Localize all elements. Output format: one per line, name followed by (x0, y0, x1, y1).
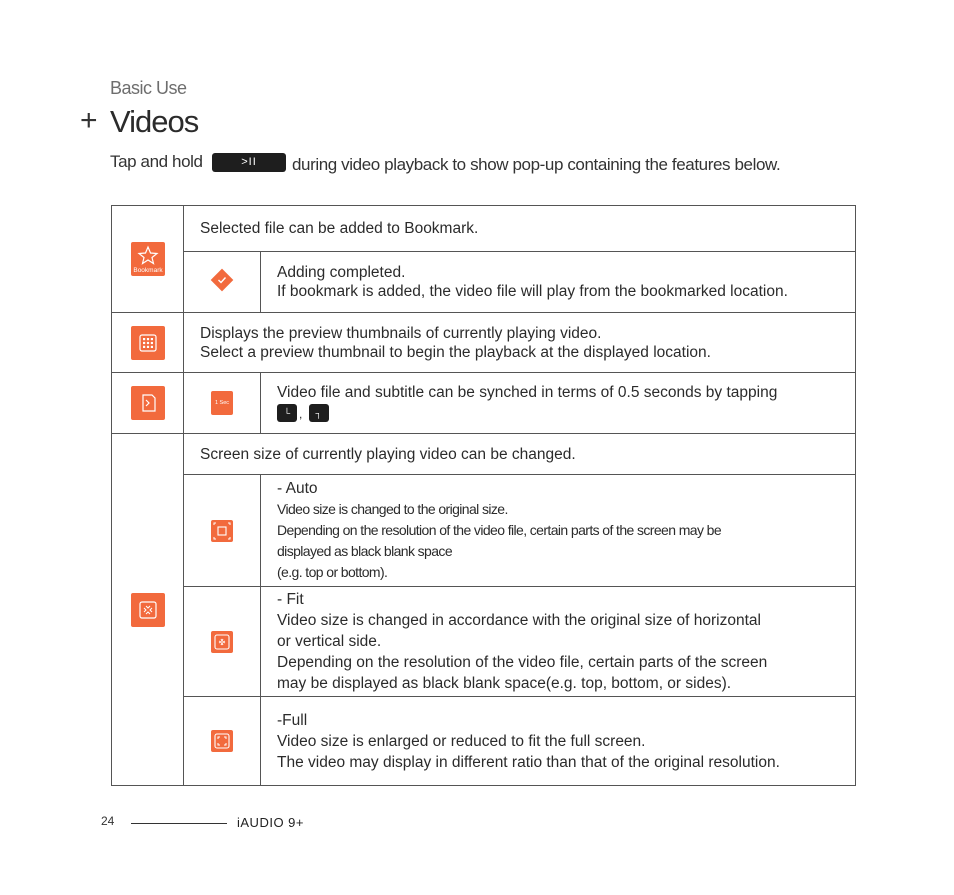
subtitle-sub-icon-cell (184, 373, 261, 434)
footer-divider (131, 823, 227, 824)
auto-icon-cell (184, 475, 261, 587)
one-second-icon (211, 391, 233, 415)
table-row (112, 697, 856, 786)
full-line1: Video size is enlarged or reduced to fit the full screen. (277, 732, 646, 750)
table-row (112, 587, 856, 697)
thumbnail-text (184, 313, 856, 373)
fit-icon-cell (184, 587, 261, 697)
auto-line3: displayed as black blank space (277, 543, 453, 559)
intro-before: Tap and hold (110, 152, 203, 171)
fit-line2: or vertical side. (277, 633, 382, 650)
table-row (112, 252, 856, 313)
separator: , (299, 406, 303, 421)
subtitle-sync-icon (131, 386, 165, 420)
one-second-label: 1 Sec (214, 400, 230, 406)
auto-line1: Video size is changed to the original size. (277, 501, 508, 517)
play-pause-button-icon: >II (212, 153, 286, 172)
page-title: Videos (110, 104, 199, 139)
thumbnail-line2: Select a preview thumbnail to begin the playback at the displayed location. (200, 343, 711, 361)
bookmark-main-text: Selected file can be added to Bookmark. (184, 206, 856, 252)
bookmark-icon (131, 242, 165, 276)
fit-line4: may be displayed as black blank space(e.g. top, bottom, or sides). (277, 675, 732, 692)
sync-forward-button-icon: ┐ (309, 404, 329, 422)
footer-brand: iAUDIO 9+ (237, 815, 304, 830)
check-icon (211, 268, 234, 291)
bookmark-icon-cell (112, 206, 184, 313)
full-icon-cell (184, 697, 261, 786)
thumbnail-line1: Displays the preview thumbnails of currently playing video. (200, 324, 602, 342)
fit-line3: Depending on the resolution of the video file, certain parts of the screen (277, 654, 768, 671)
fit-line1: Video size is changed in accordance with the original size of horizontal (277, 612, 761, 629)
plus-icon: + (80, 104, 98, 137)
subtitle-icon-cell (112, 373, 184, 434)
table-row (112, 475, 856, 587)
table-row (112, 434, 856, 475)
full-size-icon (211, 730, 233, 752)
auto-line4: (e.g. top or bottom). (277, 564, 388, 580)
thumbnail-icon-cell (112, 313, 184, 373)
fit-title: - Fit (277, 591, 304, 608)
table-row (112, 206, 856, 252)
auto-size-icon (211, 520, 233, 542)
fit-size-icon (211, 631, 233, 653)
full-title: -Full (277, 711, 308, 729)
table-row (112, 373, 856, 434)
page-number: 24 (101, 814, 115, 828)
bookmark-sub-text (261, 252, 856, 313)
table-row (112, 313, 856, 373)
screen-size-icon-cell (112, 434, 184, 786)
screen-size-icon (131, 593, 165, 627)
fit-text-cell (261, 587, 856, 697)
intro-after: during video playback to show pop-up containing the features below. (292, 155, 781, 174)
full-line2: The video may display in different ratio than that of the original resolution. (277, 753, 780, 771)
bookmark-sub-line2: If bookmark is added, the video file will play from the bookmarked location. (277, 283, 788, 300)
auto-line2: Depending on the resolution of the video file, certain parts of the screen may be (277, 522, 722, 538)
bookmark-added-icon-cell (184, 252, 261, 313)
bookmark-icon-label: Bookmark (132, 267, 163, 274)
auto-text-cell (261, 475, 856, 587)
screen-size-main-text: Screen size of currently playing video can be changed. (184, 434, 856, 475)
full-text-cell (261, 697, 856, 786)
subtitle-text: Video file and subtitle can be synched in terms of 0.5 seconds by tapping (277, 383, 778, 401)
section-label: Basic Use (110, 78, 187, 98)
subtitle-text-cell (261, 373, 856, 434)
features-table (111, 205, 856, 786)
bookmark-sub-line1: Adding completed. (277, 264, 406, 281)
auto-title: - Auto (277, 480, 318, 497)
sync-back-button-icon: └ (277, 404, 297, 422)
grid-icon (131, 326, 165, 360)
